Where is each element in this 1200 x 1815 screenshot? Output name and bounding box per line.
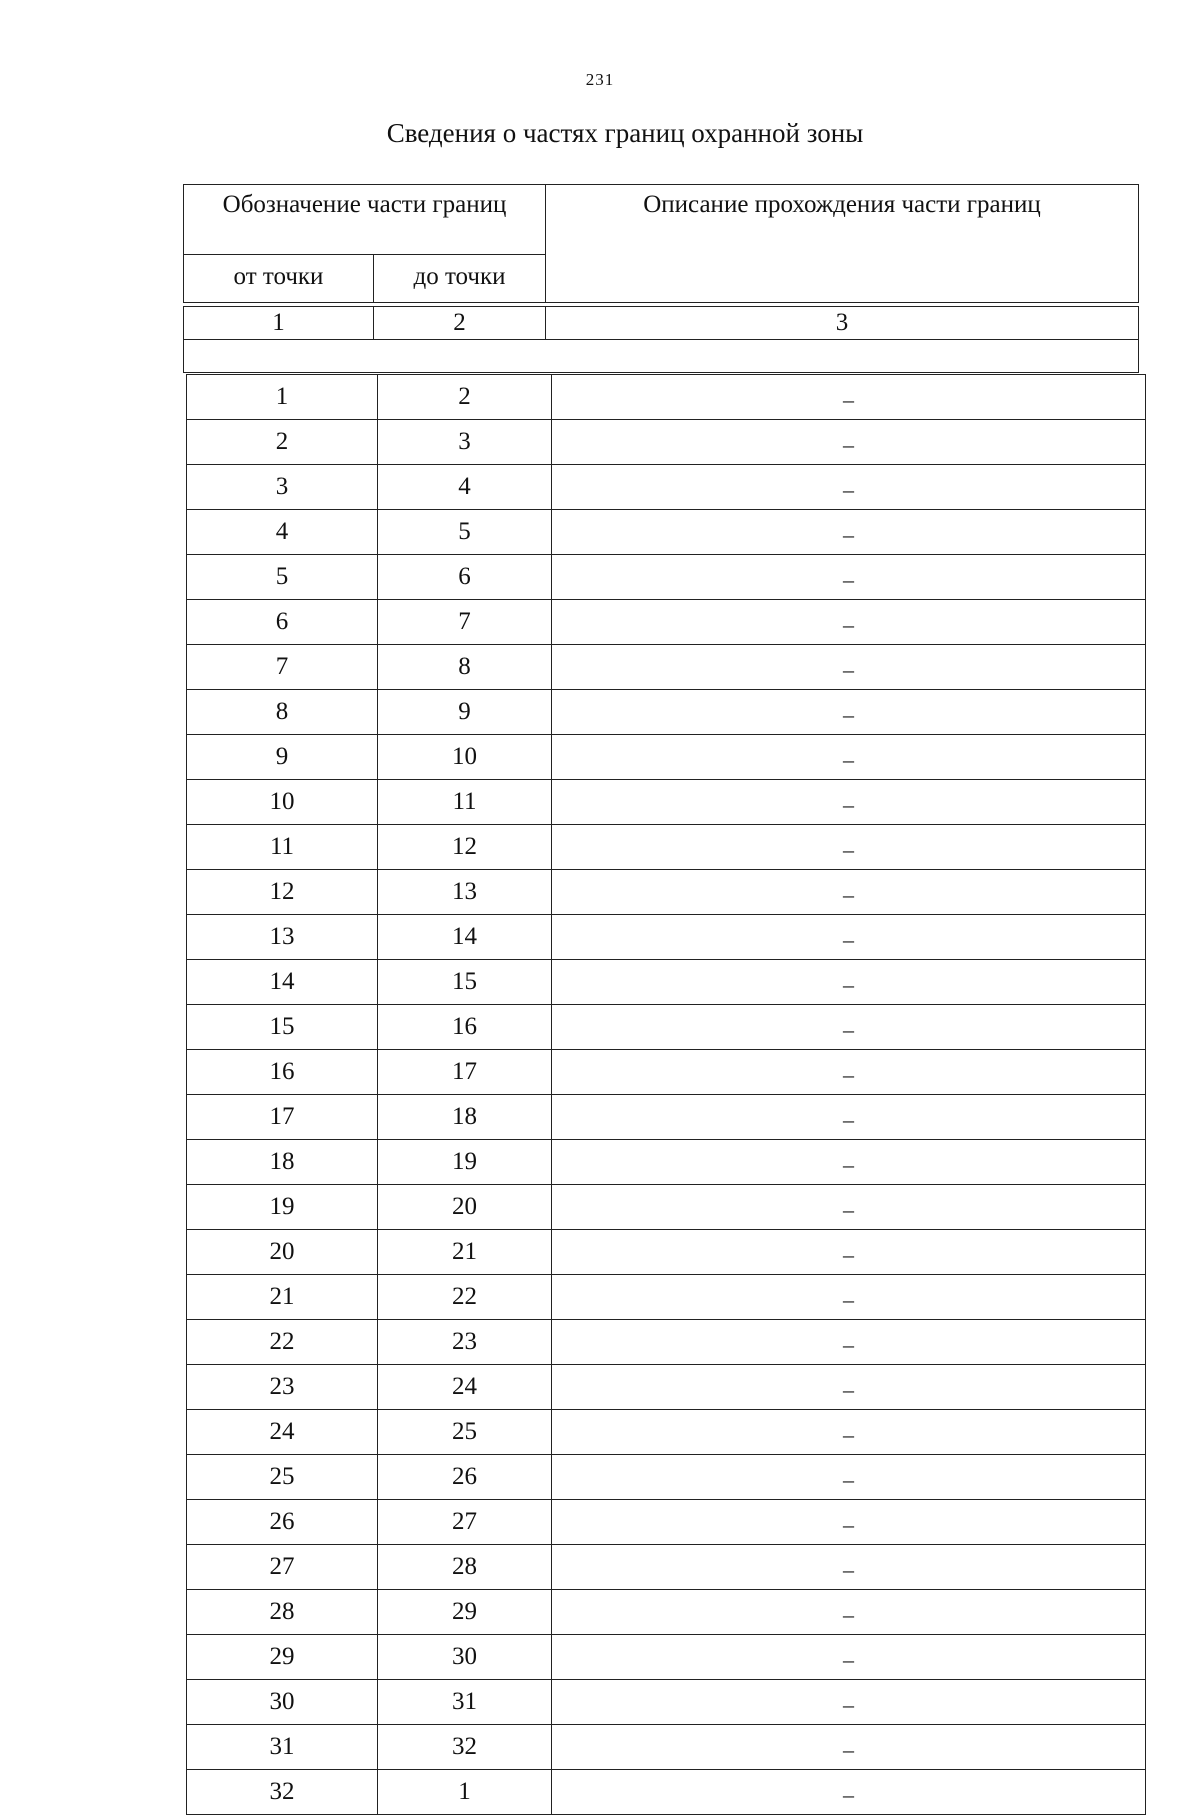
to-point-cell: 2 [378,375,552,420]
to-point-cell: 20 [378,1185,552,1230]
to-point-cell: 9 [378,690,552,735]
description-cell: – [552,375,1146,420]
from-point-cell: 20 [187,1230,378,1275]
table-row [187,555,1146,600]
description-cell: – [552,1680,1146,1725]
table-body [187,375,1146,1815]
to-point-cell: 17 [378,1050,552,1095]
table-row [187,915,1146,960]
from-point-cell: 22 [187,1320,378,1365]
table-row [187,735,1146,780]
table-row [187,1680,1146,1725]
table-row [187,1275,1146,1320]
description-cell: – [552,1140,1146,1185]
table-row [187,1545,1146,1590]
page-title: Сведения о частях границ охранной зоны [386,118,864,148]
table-row [187,1320,1146,1365]
to-point-cell: 10 [378,735,552,780]
to-point-cell: 14 [378,915,552,960]
table-row [187,690,1146,735]
column-number-2: 2 [374,307,546,340]
description-cell: – [552,1005,1146,1050]
description-cell: – [552,1050,1146,1095]
to-point-cell: 5 [378,510,552,555]
description-cell: – [552,690,1146,735]
column-number-1: 1 [184,307,374,340]
header-to-point: до точки [374,255,546,303]
table-row [187,645,1146,690]
from-point-cell: 29 [187,1635,378,1680]
table-row [187,1770,1146,1815]
table-row [187,1410,1146,1455]
description-cell: – [552,1365,1146,1410]
header-designation: Обозначение части границ [184,185,546,255]
description-cell: – [552,465,1146,510]
page-number: 231 [585,70,615,89]
description-cell: – [552,1590,1146,1635]
to-point-cell: 26 [378,1455,552,1500]
from-point-cell: 27 [187,1545,378,1590]
from-point-cell: 13 [187,915,378,960]
from-point-cell: 16 [187,1050,378,1095]
to-point-cell: 29 [378,1590,552,1635]
description-cell: – [552,1410,1146,1455]
to-point-cell: 1 [378,1770,552,1815]
to-point-cell: 11 [378,780,552,825]
from-point-cell: 25 [187,1455,378,1500]
table-row [187,825,1146,870]
from-point-cell: 32 [187,1770,378,1815]
to-point-cell: 16 [378,1005,552,1050]
table-row [187,1635,1146,1680]
table-row [187,1500,1146,1545]
from-point-cell: 4 [187,510,378,555]
to-point-cell: 8 [378,645,552,690]
to-point-cell: 19 [378,1140,552,1185]
to-point-cell: 18 [378,1095,552,1140]
from-point-cell: 8 [187,690,378,735]
table-row [187,1050,1146,1095]
to-point-cell: 21 [378,1230,552,1275]
table-row [187,600,1146,645]
column-number-table [183,306,1139,373]
from-point-cell: 21 [187,1275,378,1320]
description-cell: – [552,1635,1146,1680]
table-row [187,1005,1146,1050]
to-point-cell: 13 [378,870,552,915]
description-cell: – [552,1545,1146,1590]
description-cell: – [552,1725,1146,1770]
table-row [187,1140,1146,1185]
from-point-cell: 9 [187,735,378,780]
from-point-cell: 10 [187,780,378,825]
to-point-cell: 31 [378,1680,552,1725]
from-point-cell: 6 [187,600,378,645]
description-cell: – [552,735,1146,780]
to-point-cell: 3 [378,420,552,465]
to-point-cell: 15 [378,960,552,1005]
table-row [187,1095,1146,1140]
description-cell: – [552,1095,1146,1140]
description-cell: – [552,1275,1146,1320]
from-point-cell: 15 [187,1005,378,1050]
to-point-cell: 23 [378,1320,552,1365]
section-row [184,340,1139,373]
from-point-cell: 11 [187,825,378,870]
to-point-cell: 27 [378,1500,552,1545]
to-point-cell: 7 [378,600,552,645]
description-cell: – [552,1500,1146,1545]
from-point-cell: 30 [187,1680,378,1725]
boundary-parts-table [186,374,1146,1815]
description-cell: – [552,915,1146,960]
to-point-cell: 30 [378,1635,552,1680]
table-row [187,420,1146,465]
from-point-cell: 19 [187,1185,378,1230]
to-point-cell: 6 [378,555,552,600]
to-point-cell: 24 [378,1365,552,1410]
description-cell: – [552,870,1146,915]
from-point-cell: 18 [187,1140,378,1185]
from-point-cell: 1 [187,375,378,420]
description-cell: – [552,555,1146,600]
description-cell: – [552,510,1146,555]
table-row [187,960,1146,1005]
description-cell: – [552,420,1146,465]
from-point-cell: 26 [187,1500,378,1545]
table-row [187,780,1146,825]
to-point-cell: 28 [378,1545,552,1590]
table-row [187,1230,1146,1275]
description-cell: – [552,645,1146,690]
table-row [187,870,1146,915]
from-point-cell: 23 [187,1365,378,1410]
from-point-cell: 12 [187,870,378,915]
description-cell: – [552,1230,1146,1275]
description-cell: – [552,1320,1146,1365]
column-number-row [184,307,1139,340]
table-row [187,465,1146,510]
description-cell: – [552,1770,1146,1815]
from-point-cell: 2 [187,420,378,465]
header-description: Описание прохождения части границ [546,185,1139,303]
description-cell: – [552,960,1146,1005]
from-point-cell: 7 [187,645,378,690]
table-header [183,184,1139,303]
table-row [187,1185,1146,1230]
to-point-cell: 12 [378,825,552,870]
from-point-cell: 17 [187,1095,378,1140]
header-from-point: от точки [184,255,374,303]
description-cell: – [552,825,1146,870]
from-point-cell: 24 [187,1410,378,1455]
table-row [187,1590,1146,1635]
description-cell: – [552,1185,1146,1230]
from-point-cell: 5 [187,555,378,600]
from-point-cell: 14 [187,960,378,1005]
to-point-cell: 32 [378,1725,552,1770]
table-row [187,1455,1146,1500]
table-row [187,375,1146,420]
description-cell: – [552,780,1146,825]
to-point-cell: 22 [378,1275,552,1320]
description-cell: – [552,1455,1146,1500]
from-point-cell: 28 [187,1590,378,1635]
description-cell: – [552,600,1146,645]
table-row [187,1365,1146,1410]
column-number-3: 3 [546,307,1139,340]
table-row [187,510,1146,555]
to-point-cell: 4 [378,465,552,510]
to-point-cell: 25 [378,1410,552,1455]
from-point-cell: 3 [187,465,378,510]
from-point-cell: 31 [187,1725,378,1770]
section-cell-empty [184,340,1139,373]
table-row [187,1725,1146,1770]
